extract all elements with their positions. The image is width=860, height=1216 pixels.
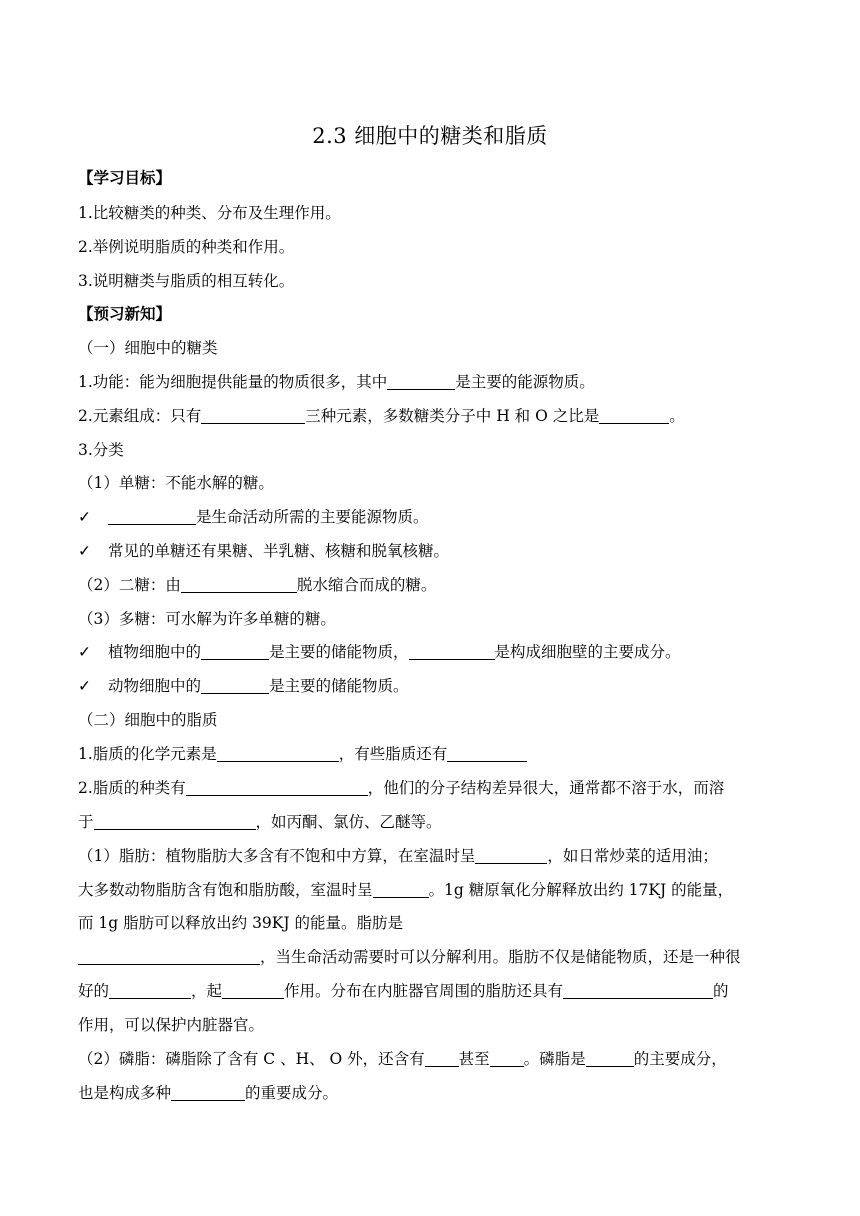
answer-blank[interactable] xyxy=(409,643,495,660)
disaccharide-line: （2）二糖：由 脱水缩合而成的糖。 xyxy=(78,576,437,594)
answer-blank[interactable] xyxy=(475,847,547,864)
check-icon: ✓ xyxy=(78,508,91,526)
polysaccharide-line: （3）多糖：可水解为许多单糖的糖。 xyxy=(78,610,336,628)
check-icon: ✓ xyxy=(78,542,91,560)
answer-blank[interactable] xyxy=(186,779,368,796)
classification-line: 3.分类 xyxy=(78,441,124,459)
answer-blank[interactable] xyxy=(387,373,455,390)
monosaccharide-bullet-1: ✓ 是生命活动所需的主要能源物质。 xyxy=(78,508,429,526)
answer-blank[interactable] xyxy=(171,1084,245,1101)
answer-blank[interactable] xyxy=(373,881,429,898)
subsection-lipids: （二）细胞中的脂质 xyxy=(78,711,218,729)
phospholipid-line-1: （2）磷脂：磷脂除了含有 C 、H、 O 外，还含有 甚至 。磷脂是 的主要成分， xyxy=(78,1050,727,1068)
lipid-types-line: 2.脂质的种类有 ，他们的分子结构差异很大，通常都不溶于水，而溶 xyxy=(78,779,725,797)
page-title: 2.3 细胞中的糖类和脂质 xyxy=(312,124,548,148)
answer-blank[interactable] xyxy=(201,407,305,424)
answer-blank[interactable] xyxy=(108,508,196,525)
lipid-solvent-line: 于 ，如丙酮、氯仿、乙醚等。 xyxy=(78,813,442,831)
answer-blank[interactable] xyxy=(201,643,269,660)
answer-blank[interactable] xyxy=(490,1050,524,1067)
answer-blank[interactable] xyxy=(217,745,339,762)
fat-line-5: 好的 ，起 作用。分布在内脏器官周围的脂肪还具有 的 xyxy=(78,982,729,1000)
answer-blank[interactable] xyxy=(425,1050,459,1067)
answer-blank[interactable] xyxy=(181,576,297,593)
sugar-elements-line: 2.元素组成：只有 三种元素，多数糖类分子中 H 和 O 之比是 。 xyxy=(78,407,685,425)
section-heading-objectives: 【学习目标】 xyxy=(78,168,172,187)
monosaccharide-line: （1）单糖：不能水解的糖。 xyxy=(78,474,274,492)
monosaccharide-bullet-2: ✓ 常见的单糖还有果糖、半乳糖、核糖和脱氧核糖。 xyxy=(78,542,450,560)
answer-blank[interactable] xyxy=(586,1050,634,1067)
answer-blank[interactable] xyxy=(563,982,713,999)
answer-blank[interactable] xyxy=(94,813,256,830)
answer-blank[interactable] xyxy=(201,677,269,694)
check-icon: ✓ xyxy=(78,677,91,695)
fat-line-6: 作用，可以保护内脏器官。 xyxy=(78,1016,265,1034)
subsection-sugars: （一）细胞中的糖类 xyxy=(78,339,218,357)
polysaccharide-bullet-2: ✓ 动物细胞中的 是主要的储能物质。 xyxy=(78,677,409,695)
fat-line-1: （1）脂肪：植物脂肪大多含有不饱和中方算，在室温时呈 ，如日常炒菜的适用油； xyxy=(78,847,718,865)
answer-blank[interactable] xyxy=(599,407,669,424)
polysaccharide-bullet-1: ✓ 植物细胞中的 是主要的储能物质， 是构成细胞壁的主要成分。 xyxy=(78,643,681,661)
objective-item-2: 2.举例说明脂质的种类和作用。 xyxy=(78,238,295,256)
answer-blank[interactable] xyxy=(447,745,527,762)
phospholipid-line-2: 也是构成多种 的重要成分。 xyxy=(78,1084,339,1102)
lipid-elements-line: 1.脂质的化学元素是 ，有些脂质还有 xyxy=(78,744,527,764)
answer-blank[interactable] xyxy=(109,982,191,999)
fat-line-2: 大多数动物脂肪含有饱和脂肪酸，室温时呈 。1g 糖原氧化分解释放出约 17KJ 的能量， xyxy=(78,881,734,899)
objective-item-1: 1.比较糖类的种类、分布及生理作用。 xyxy=(78,204,341,222)
fat-line-4: ，当生命活动需要时可以分解利用。脂肪不仅是储能物质，还是一种很 xyxy=(78,947,741,967)
sugar-function-line: 1.功能：能为细胞提供能量的物质很多，其中 是主要的能源物质。 xyxy=(78,373,595,391)
section-heading-preview: 【预习新知】 xyxy=(78,304,172,323)
answer-blank[interactable] xyxy=(78,948,260,965)
check-icon: ✓ xyxy=(78,643,91,661)
fat-line-3: 而 1g 脂肪可以释放出约 39KJ 的能量。脂肪是 xyxy=(78,914,404,932)
answer-blank[interactable] xyxy=(222,982,284,999)
objective-item-3: 3.说明糖类与脂质的相互转化。 xyxy=(78,272,295,290)
